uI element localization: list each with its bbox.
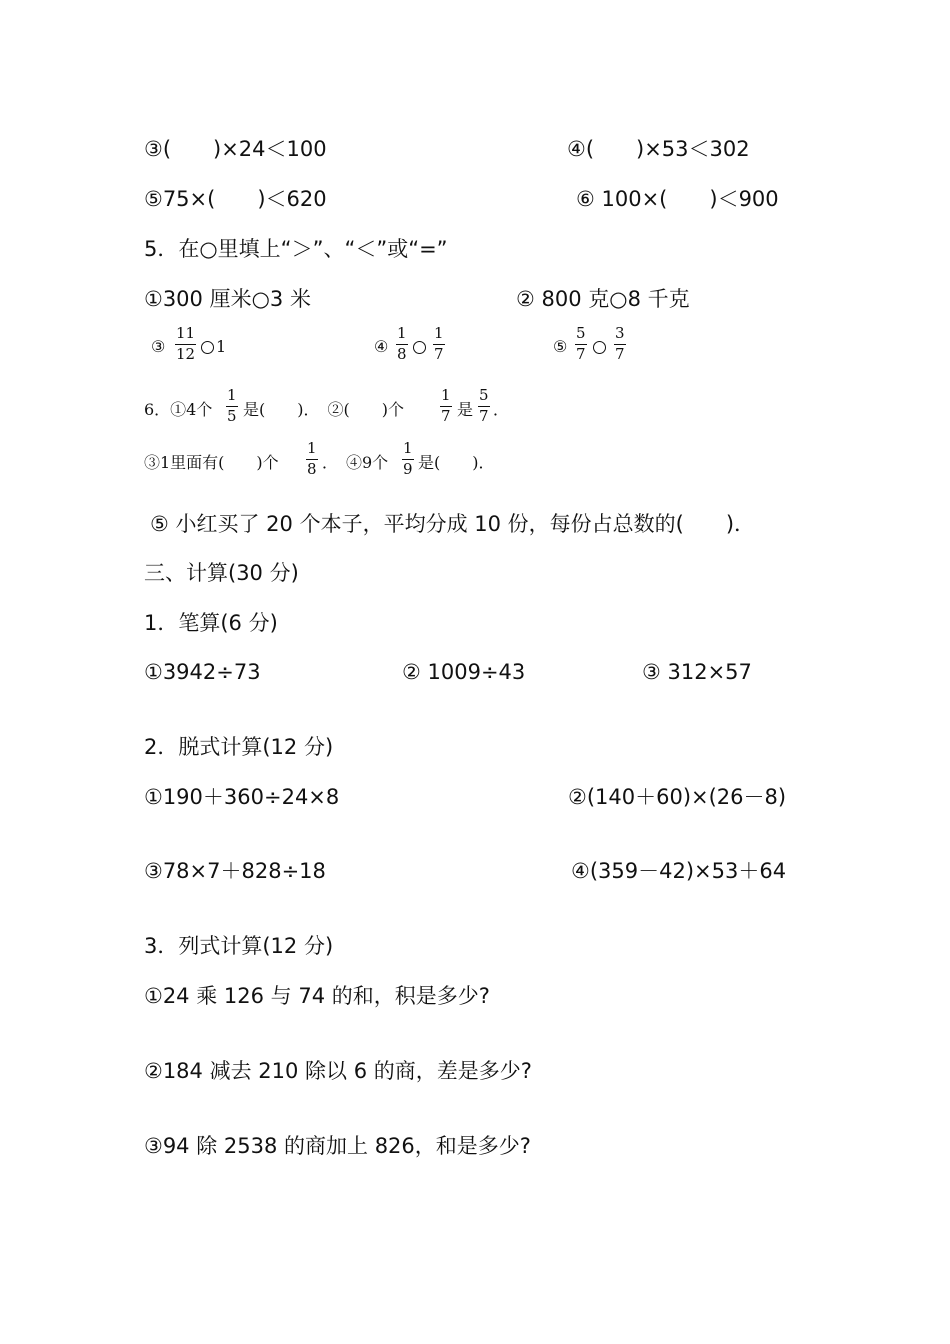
calc-p1-q3: ③ 312×57 [642,660,752,684]
s5-q2: ② 800 克○8 千克 [516,287,690,311]
s5-q3-mark: ③ [151,337,166,356]
fraction-numerator: 1 [441,386,451,404]
compare-circle-icon [413,341,426,354]
calc-p1-q1: ①3942÷73 [144,660,261,684]
s5-q5-fraction-right [614,326,626,362]
s5-q1: ①300 厘米○3 米 [144,287,311,311]
calc-p1-title: 1．笔算(6 分) [144,611,278,635]
fraction-numerator: 1 [434,324,444,342]
s6-l2-fraction-2 [402,441,414,477]
s6-l1-fraction-3 [478,388,490,424]
s6-l1-fraction-1 [226,388,238,424]
calc-p3-q3: ③94 除 2538 的商加上 826，和是多少? [144,1134,531,1158]
s4-q4: ④( )×53＜302 [567,137,750,161]
fraction-denominator: 7 [615,345,625,363]
fraction-denominator: 5 [227,407,237,425]
s6-l1-a: 6．①4个 [144,400,213,419]
s6-l1-d: ． [493,400,510,419]
s6-l1-b: 是( )． ②( )个 [243,400,404,419]
compare-circle-icon [593,341,606,354]
fraction-denominator: 9 [403,460,413,478]
fraction-numerator: 5 [576,324,586,342]
calc-p2-q4: ④(359－42)×53＋64 [571,859,787,883]
calc-p3-title: 3．列式计算(12 分) [144,934,334,958]
s4-q3: ③( )×24＜100 [144,137,327,161]
calc-p2-q3: ③78×7＋828÷18 [144,859,326,883]
calc-p1-q2: ② 1009÷43 [402,660,526,684]
s6-l1-c: 是 [457,400,474,419]
fraction-numerator: 1 [227,386,237,404]
fraction-numerator: 1 [397,324,407,342]
fraction-denominator: 12 [176,345,196,363]
fraction-denominator: 7 [479,407,489,425]
s5-title: 5．在○里填上“＞”、“＜”或“=” [144,237,448,261]
s6-l2-c: 是( )． [418,453,495,472]
s4-q5: ⑤75×( )＜620 [144,187,327,211]
s6-q5: ⑤ 小红买了 20 个本子，平均分成 10 份，每份占总数的( )． [150,512,756,536]
calc-p3-q1: ①24 乘 126 与 74 的和，积是多少? [144,984,490,1008]
s5-q5-mark: ⑤ [553,337,568,356]
calc-p2-q1: ①190＋360÷24×8 [144,785,340,809]
calc-p2-title: 2．脱式计算(12 分) [144,735,334,759]
fraction-denominator: 8 [397,345,407,363]
s5-q5-fraction-left [575,326,587,362]
compare-circle-icon [201,341,214,354]
fraction-denominator: 7 [576,345,586,363]
s5-q4-mark: ④ [374,337,389,356]
s6-l1-fraction-2 [440,388,452,424]
s6-l2-a: ③1里面有( )个 [144,453,279,472]
fraction-denominator: 7 [434,345,444,363]
fraction-numerator: 1 [307,439,317,457]
s4-q6: ⑥ 100×( )＜900 [576,187,779,211]
fraction-numerator: 1 [403,439,413,457]
s5-q4-fraction-left [396,326,408,362]
s5-q3-right: 1 [216,337,227,356]
s6-l2-fraction-1 [306,441,318,477]
calc-p2-q2: ②(140＋60)×(26－8) [568,785,787,809]
s6-l2-b: ． ④9个 [322,453,389,472]
fraction-denominator: 8 [307,460,317,478]
calc-section-title: 三、计算(30 分) [144,561,299,585]
s5-q4-fraction-right [433,326,445,362]
fraction-denominator: 7 [441,407,451,425]
calc-p3-q2: ②184 减去 210 除以 6 的商，差是多少? [144,1059,532,1083]
fraction-numerator: 11 [176,324,196,342]
s5-q3-fraction [175,326,196,362]
fraction-numerator: 3 [615,324,625,342]
fraction-numerator: 5 [479,386,489,404]
